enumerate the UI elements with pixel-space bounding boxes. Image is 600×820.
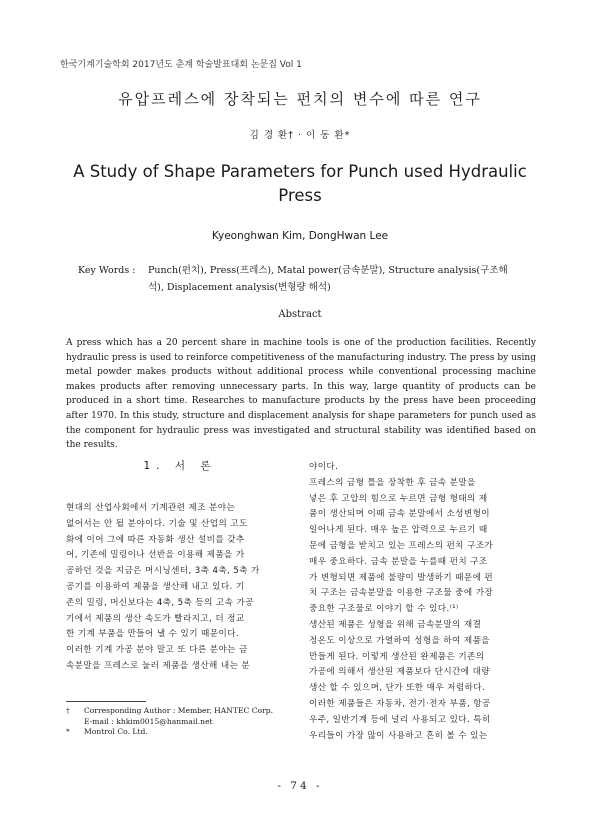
korean-authors: 김 경 환† · 이 동 환* <box>249 130 351 141</box>
english-authors: Kyeonghwan Kim, DongHwan Lee <box>211 230 389 242</box>
footnote-text: E-mail : khkim0015@hanmail.net <box>84 716 213 726</box>
footnote-item <box>66 706 296 717</box>
text-line: 넣은 후 고압의 힘으로 누르면 금형 형태의 제 <box>309 493 488 504</box>
keywords-line-1: Punch(펀치), Press(프레스), Matal power(금속분말), Structure analysis(구조해 <box>148 265 508 276</box>
text-line: 한 기계 부품을 만들어 낼 수 있기 때문이다. <box>66 629 239 640</box>
text-line: 우주, 일반기계 등에 널리 사용되고 있다. 특히 <box>309 714 491 725</box>
korean-title: 유압프레스에 장착되는 펀치의 변수에 따른 연구 <box>118 90 482 108</box>
text-line: 매우 중요하다. 금속 분말을 누를때 펀치 구조 <box>309 556 488 567</box>
text-line: 화에 이어 그에 따른 자동화 생산 설비를 갖추 <box>66 534 245 545</box>
body-column-left <box>66 458 294 675</box>
text-line: 공기를 이용하여 제품을 생산해 내고 있다. 기 <box>66 581 245 592</box>
footnote-text: Montrol Co. Ltd. <box>84 727 148 736</box>
footnote-mark: * <box>66 727 70 736</box>
text-line: 품이 생산되며 이때 금속 분말에서 소성변형이 <box>309 509 490 520</box>
right-column-text <box>309 460 537 744</box>
abstract-heading: Abstract <box>278 309 322 320</box>
text-line: 존의 밀링, 머신보다는 4축, 5축 등의 고속 가공 <box>66 597 254 608</box>
footnote-text: Corresponding Author : Member, HANTEC Corp. <box>84 706 274 715</box>
left-column-text <box>66 501 294 675</box>
journal-header: 한국기계기술학회 2017년도 춘계 학술발표대회 논문집 Vol 1 <box>60 60 302 70</box>
text-line: 중요한 구조물로 이야기 할 수 있다.⁽¹⁾ <box>309 604 459 615</box>
text-line: 일어나게 된다. 매우 높은 압력으로 누르기 때 <box>309 525 488 536</box>
text-line: 프레스의 금형 틀을 장착한 후 금속 분말을 <box>309 477 476 488</box>
text-line: 기에서 제품의 생산 속도가 빨라지고, 더 정교 <box>66 613 245 624</box>
page-number: - 74 - <box>277 780 323 792</box>
text-line: 현대의 산업사회에서 기계관련 제조 분야는 <box>66 503 236 513</box>
text-line: 만들게 된다. 이렇게 생산된 완제품은 기존의 <box>309 651 485 662</box>
footnotes <box>66 706 296 738</box>
text-line: 생산된 제품은 성형을 위해 금속분말의 재결 <box>309 619 482 630</box>
keywords-label: Key Words : <box>78 265 136 276</box>
section-heading-introduction: 1. 서 론 <box>143 460 217 472</box>
text-line: 가공에 의해서 생산된 제품보다 단시간에 대량 <box>309 667 490 678</box>
keywords-line-2: 석), Displacement analysis(변형량 해석) <box>148 282 331 293</box>
text-line: 우리들이 가장 많이 사용하고 흔히 볼 수 있는 <box>309 730 488 741</box>
english-title: A Study of Shape Parameters for Punch used Hydraulic Press <box>73 162 527 205</box>
text-line: 야이다. <box>309 462 339 472</box>
text-line: 속분말을 프레스로 눌러 제품을 생산해 내는 분 <box>66 660 251 671</box>
footnote-item <box>66 717 296 728</box>
body-column-right <box>309 460 537 744</box>
footnote-mark: † <box>66 706 70 715</box>
text-line: 치 구조는 금속분말을 이용한 구조물 중에 가장 <box>309 588 494 599</box>
text-line: 가 변형되면 제품에 불량이 발생하기 때문에 펀 <box>309 572 494 583</box>
text-line: 문에 금형을 받치고 있는 프레스의 펀치 구조가 <box>309 540 494 551</box>
text-line: 이러한 기계 가공 분야 말고 또 다른 분야는 금 <box>66 645 248 656</box>
keywords-block <box>78 262 542 296</box>
footnote-divider <box>66 701 146 702</box>
text-line: 정온도 이상으로 가열하여 성형을 하여 제품을 <box>309 635 490 646</box>
text-line: 이러한 제품들은 자동차, 전기·전자 부품, 항공 <box>309 698 491 709</box>
text-line: 어, 기존에 밀링이나 선반을 이용해 제품을 가 <box>66 550 245 561</box>
abstract-body: A press which has a 20 percent share in machine tools is one of the production facilities. Recently hydraulic press is used to reinforce competitiveness of the manufacturing industry. The press by using metal powder makes products without additional process while conventional processing machine makes products after removing unnecessary parts. In this way, large quantity of products can be produced in a short time. Researches to manufacture products by the press have been proceeding after 1970. In this study, structure and displacement analysis for shape parameters for punch used as the component for hydraulic press was investigated and structural stability was identified based on the results. <box>66 338 536 451</box>
text-line: 공하던 것을 지금은 머시닝센터, 3축 4축, 5축 가 <box>66 566 260 577</box>
footnote-item <box>66 727 296 738</box>
text-line: 생산 할 수 있으며, 단가 또한 매우 저렴하다. <box>309 683 486 694</box>
text-line: 없어서는 안 될 분야이다. 기술 및 산업의 고도 <box>66 518 248 529</box>
